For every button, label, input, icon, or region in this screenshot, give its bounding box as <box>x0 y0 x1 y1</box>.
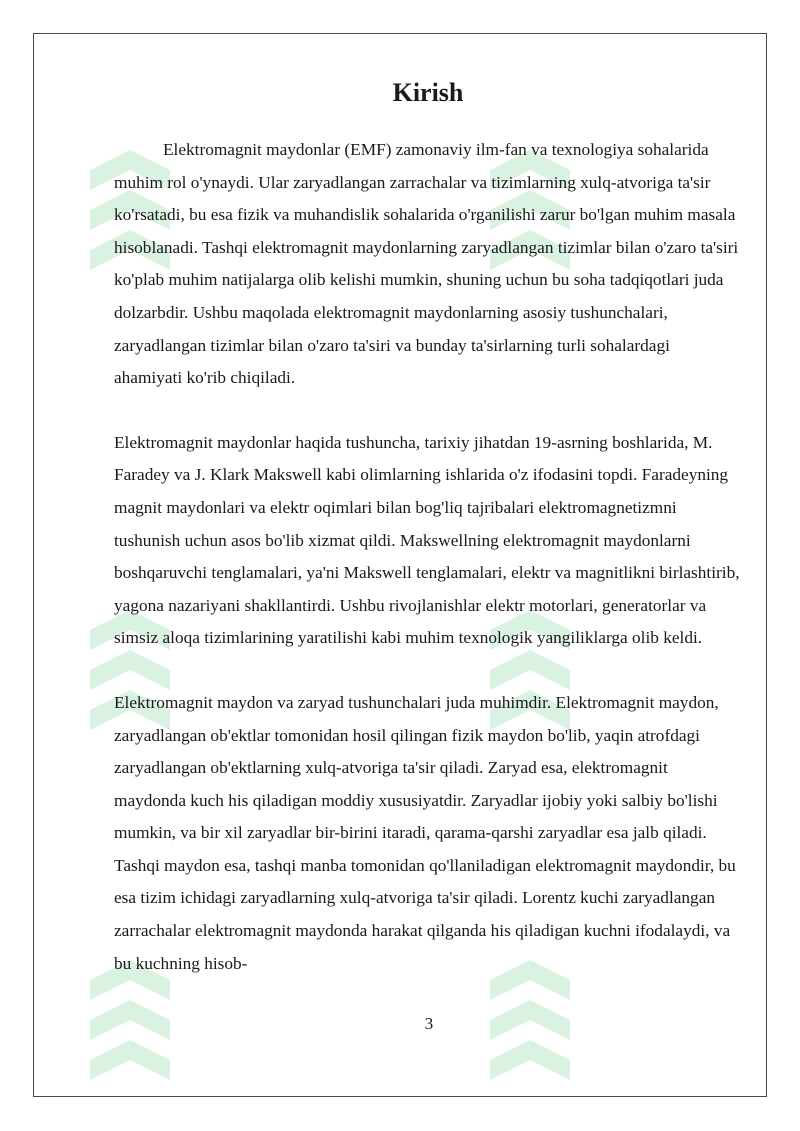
document-body <box>114 70 742 980</box>
paragraph-concepts: Elektromagnit maydon va zaryad tushunchalari juda muhimdir. Elektromagnit maydon, zaryadlangan ob'ektlar tomonidan hosil qilingan fizik maydon bo'lib, yaqin atrofdagi zaryadlangan ob'ektlarning xulq-atvoriga ta'sir qiladi. Zaryad esa, elektromagnit maydonda kuch his qiladigan moddiy xususiyatdir. Zaryadlar ijobiy yoki salbiy bo'lishi mumkin, va bir xil zaryadlar bir-birini itaradi, qarama-qarshi zaryadlar esa jalb qiladi. Tashqi maydon esa, tashqi manba tomonidan qo'llaniladigan elektromagnit maydondir, bu esa tizim ichidagi zaryadlarning xulq-atvoriga ta'sir qiladi. Lorentz kuchi zaryadlangan zarrachalar elektromagnit maydonda harakat qilganda his qiladigan kuchni ifodalaydi, va bu kuchning hisob- <box>114 692 736 973</box>
page-title: Kirish <box>392 78 464 107</box>
paragraph-intro: Elektromagnit maydonlar (EMF) zamonaviy ilm-fan va texnologiya sohalarida muhim rol o'ynaydi. Ular zaryadlangan zarrachalar va tizimlarning xulq-atvoriga ta'sir ko'rsatadi, bu esa fizik va muhandislik sohalarida o'rganilishi zarur bo'lgan muhim masala hisoblanadi. Tashqi elektromagnit maydonlarning zaryadlangan tizimlar bilan o'zaro ta'siri ko'plab muhim natijalarga olib kelishi mumkin, shuning uchun bu soha tadqiqotlari juda dolzarbdir. Ushbu maqolada elektromagnit maydonlarning asosiy tushunchalari, zaryadlangan tizimlar bilan o'zaro ta'siri va bunday ta'sirlarning turli sohalardagi ahamiyati ko'rib chiqiladi. <box>114 140 739 388</box>
paragraph-spacer <box>114 655 742 687</box>
paragraph-spacer <box>114 395 742 427</box>
paragraph-history: Elektromagnit maydonlar haqida tushuncha, tarixiy jihatdan 19-asrning boshlarida, M. Faradey va J. Klark Makswell kabi olimlarning ishlarida o'z ifodasini topdi. Faradeyning magnit maydonlari va elektr oqimlari bilan bog'liq tajribalari elektromagnetizmni tushunish uchun asos bo'lib xizmat qildi. Makswellning elektromagnit maydonlarni boshqaruvchi tenglamalari, ya'ni Makswell tenglamalari, elektr va magnitlikni birlashtirib, yagona nazariyani shakllantirdi. Ushbu rivojlanishlar elektr motorlari, generatorlar va simsiz aloqa tizimlarining yaratilishi kabi muhim texnologik yangiliklarga olib keldi. <box>114 432 740 648</box>
page-number: 3 <box>424 1014 434 1033</box>
